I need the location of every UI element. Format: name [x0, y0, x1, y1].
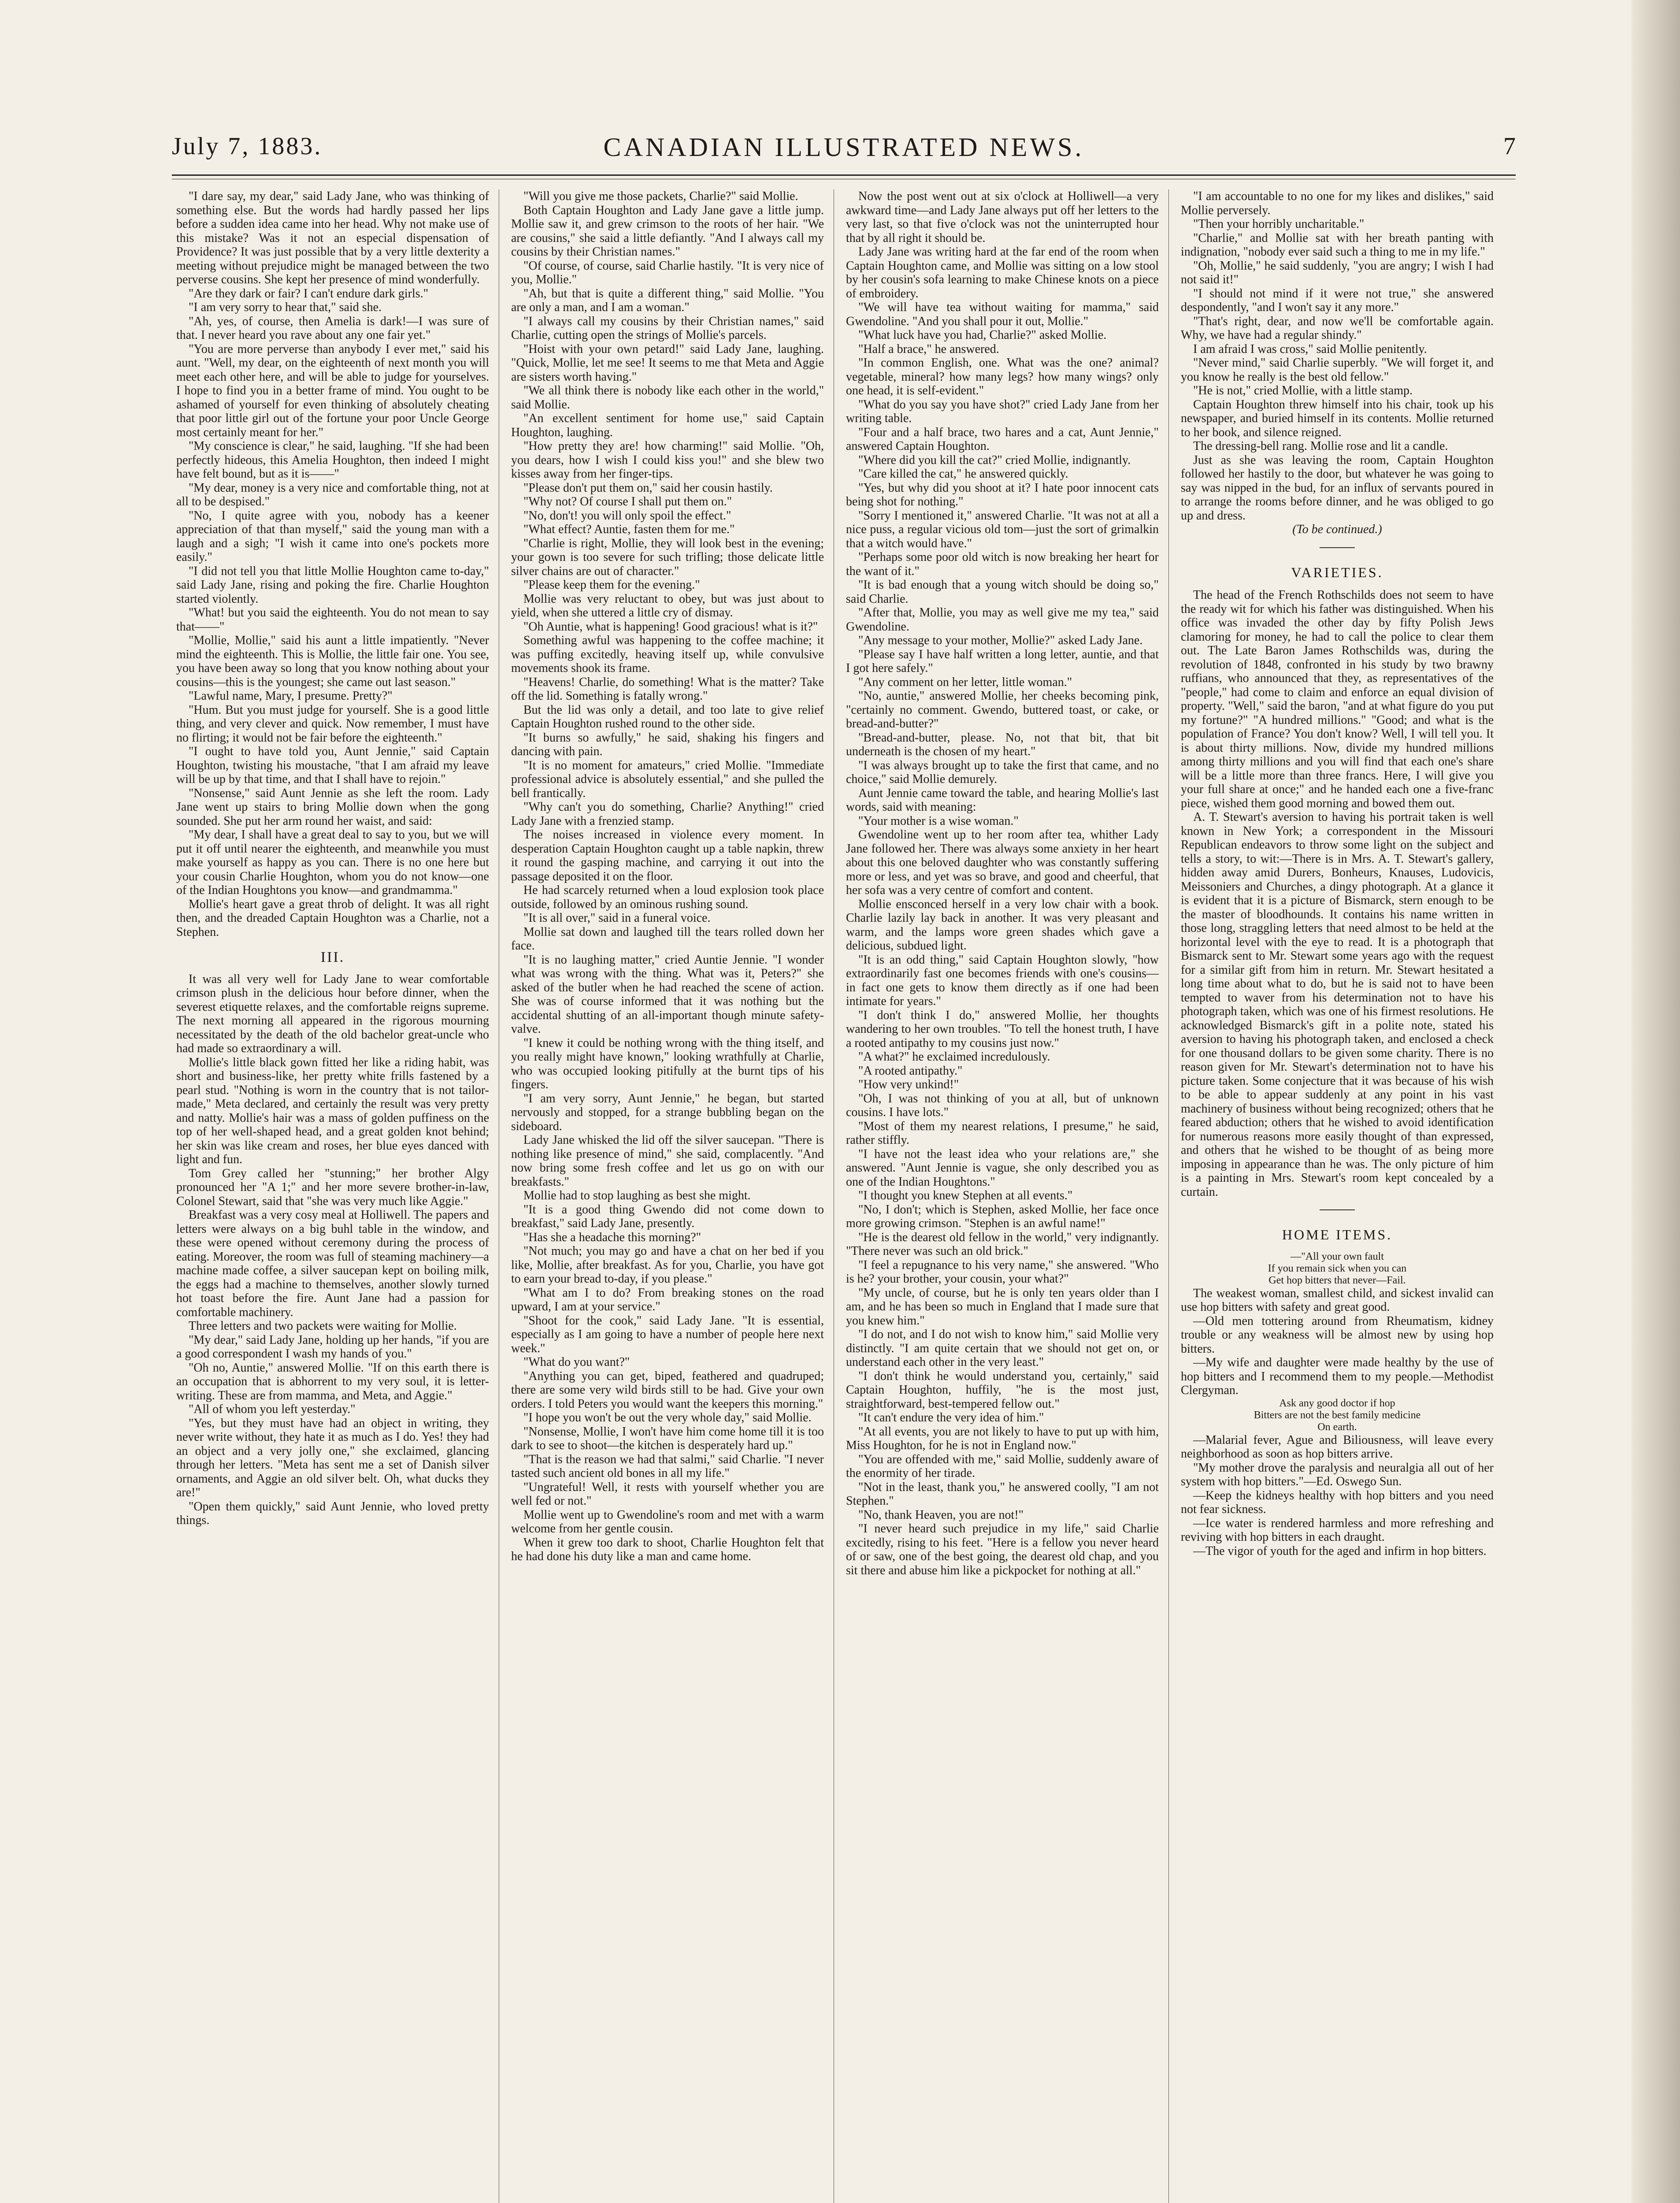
paragraph: He had scarcely returned when a loud explosion took place outside, followed by an ominous rushing sound.: [511, 883, 824, 911]
column-1: [176, 189, 489, 2203]
paragraph: "I don't think I do," answered Mollie, her thoughts wandering to her own troubles. "To tell the honest truth, I have a rooted antipathy to my cousins just now.": [846, 1008, 1159, 1050]
paragraph: "No, I quite agree with you, nobody has a keener appreciation of that than myself," said the young man with a laugh and a sigh; "I wish it came into one's pockets more easily.": [176, 508, 489, 564]
paragraph: "How very unkind!": [858, 1078, 959, 1091]
paragraph: "That is the reason we had that salmi," said Charlie. "I never tasted such ancient old bones in all my life.": [511, 1452, 824, 1480]
paragraph: Now the post went out at six o'clock at Holliwell—a very awkward time—and Lady Jane always put off her letters to the very last, so that five o'clock was not the uninterrupted hour that by all right it should be.: [846, 189, 1159, 245]
paragraph: When it grew too dark to shoot, Charlie Houghton felt that he had done his duty like a man and came home.: [511, 1535, 824, 1563]
paragraph: "It is no laughing matter," cried Auntie Jennie. "I wonder what was wrong with the thing. What was it, Peters?" she asked of the butler when he had reached the scene of action. She was of course informed that it was nothing but the accidental shutting of an all-important though minute safety-valve.: [511, 953, 824, 1036]
paragraph: Gwendoline went up to her room after tea, whither Lady Jane followed her. There was always some anxiety in her heart about this one beloved daughter who was constantly suffering more or less, and yet was so brave, and good and cheerful, that her sofa was a very centre of comfort and content.: [846, 828, 1159, 897]
paragraph: "Bread-and-butter, please. No, not that bit, that bit underneath is the chosen of my heart.": [846, 731, 1159, 758]
paragraph: Breakfast was a very cosy meal at Holliwell. The papers and letters were always on a big buhl table in the window, and these were opened without ceremony during the process of eating. Moreover, the room was full of steaming machinery—a machine made coffee, a silver saucepan kept on boiling milk, the eggs had a machine to themselves, another slowly turned hot toast before the fire. Aunt Jane had a passion for comfortable machinery.: [176, 1208, 489, 1319]
paragraph: "No, don't! you will only spoil the effect.": [523, 508, 731, 523]
paragraph: Tom Grey called her "stunning;" her brother Algy pronounced her "A 1;" and her more severe brother-in-law, Colonel Stewart, said that "she was very much like Aggie.": [176, 1166, 489, 1208]
verse-line: If you remain sick when you can: [1268, 1262, 1407, 1274]
paragraph: "What! but you said the eighteenth. You do not mean to say that——": [176, 606, 489, 634]
paragraph: "Yes, but they must have had an object in writing, they never write without, they hate it as much as I do. Yes! they had an object and a very jolly one," she exclaimed, glancing through her letters. "Meta has sent me a set of Danish silver ornaments, and Aggie an old silver belt. Oh, what ducks they are!": [176, 1416, 489, 1499]
paragraph: "What do you say you have shot?" cried Lady Jane from her writing table.: [846, 397, 1159, 425]
paragraph: "Please don't put them on," said her cousin hastily.: [523, 481, 773, 495]
paragraph: "Ah, but that is quite a different thing," said Mollie. "You are only a man, and I am a woman.": [511, 286, 824, 314]
paragraph: "A what?" he exclaimed incredulously.: [858, 1050, 1050, 1064]
paragraph: —The vigor of youth for the aged and infirm in hop bitters.: [1193, 1544, 1487, 1558]
verse-line: Ask any good doctor if hop: [1279, 1397, 1395, 1409]
paragraph: "Nonsense," said Aunt Jennie as she left the room. Lady Jane went up stairs to bring Mollie down when the gong sounded. She put her arm round her waist, and said:: [176, 786, 489, 828]
paragraph: "Charlie," and Mollie sat with her breath panting with indignation, "nobody ever said such a thing to me in my life.": [1181, 231, 1494, 259]
paragraph: The weakest woman, smallest child, and sickest invalid can use hop bitters with safety and great good.: [1181, 1286, 1494, 1314]
paragraph: "Any comment on her letter, little woman.": [858, 675, 1072, 689]
paragraph: "I never heard such prejudice in my life," said Charlie excitedly, rising to his feet. "Here is a fellow you never heard of or saw, one of the best going, the dearest old chap, and you sit there and abuse him like a pickpocket for nothing at all.": [846, 1522, 1159, 1577]
paragraph: "My dear, money is a very nice and comfortable thing, not at all to be despised.": [176, 481, 489, 508]
paragraph: "We will have tea without waiting for mamma," said Gwendoline. "And you shall pour it out, Mollie.": [846, 300, 1159, 328]
paragraph: "Please keep them for the evening.": [523, 578, 700, 592]
masthead: [172, 132, 1516, 167]
header-rule: [172, 174, 1516, 176]
paragraph: "Shoot for the cook," said Lady Jane. "It is essential, especially as I am going to have a number of people here next week.": [511, 1313, 824, 1355]
paragraph: "I have not the least idea who your relations are," she answered. "Aunt Jennie is vague, she only described you as one of the Indian Houghtons.": [846, 1147, 1159, 1189]
column-divider: [1168, 189, 1169, 2203]
paragraph: "I should not mind if it were not true," she answered despondently, "and I won't say it any more.": [1181, 286, 1494, 314]
paragraph: Lady Jane was writing hard at the far end of the room when Captain Houghton came, and Mollie was sitting on a low stool by her cousin's sofa learning to make Chinese knots on a piece of embroidery.: [846, 245, 1159, 300]
paragraph: "After that, Mollie, you may as well give me my tea," said Gwendoline.: [846, 606, 1159, 634]
paragraph: "Not much; you may go and have a chat on her bed if you like, Mollie, after breakfast. As for you, Charlie, you have got to earn your bread to-day, if you please.": [511, 1244, 824, 1286]
paragraph: "What effect? Auntie, fasten them for me.": [523, 523, 735, 536]
paragraph: "Not in the least, thank you," he answered coolly, "I am not Stephen.": [846, 1480, 1159, 1508]
paragraph: "Where did you kill the cat?" cried Mollie, indignantly.: [858, 453, 1131, 467]
paragraph: "Sorry I mentioned it," answered Charlie. "It was not at all a nice puss, a regular vicious old tom—just the sort of grimalkin that a witch would have.": [846, 508, 1159, 550]
paragraph: It was all very well for Lady Jane to wear comfortable crimson plush in the delicious hour before dinner, when the severest etiquette relaxes, and the comfortable reigns supreme. The next morning all appeared in the rigorous mourning necessitated by the death of the old bachelor great-uncle who had made so extraordinary a will.: [176, 972, 489, 1055]
paragraph: "Ah, yes, of course, then Amelia is dark!—I was sure of that. I never heard you rave about any one fair yet.": [176, 314, 489, 342]
paragraph: —Keep the kidneys healthy with hop bitters and you need not fear sickness.: [1181, 1488, 1494, 1516]
paragraph: "You are offended with me," said Mollie, suddenly aware of the enormity of her tirade.: [846, 1452, 1159, 1480]
paragraph: A. T. Stewart's aversion to having his portrait taken is well known in New York; a correspondent in the Missouri Republican endeavors to throw some light on the subject and tells a story, to wit:—There is in Mrs. A. T. Stewart's gallery, hidden away amid Durers, Bonheurs, Knauses, Ludovicis, Meissoniers and Churches, a dingy photograph. At a glance it is evident that it is a picture of Bismarck, stern enough to be the master of bloodhounds. It contains his name written in those long, straggling letters that need almost to be held at the horizontal level with the eye to read. It is a photograph that Bismarck sent to Mr. Stewart some years ago with the request for a similar gift from him in return. Mr. Stewart hesitated a long time about what to do, but he is said not to have been tempted to waver from his determination not to have his photograph taken, which was one of his firmest resolutions. He acknowledged Bismarck's gift in a polite note, stated his aversion to having his photograph taken, and enclosed a check for one thousand dollars to be given some charity. There is no reason given for Mr. Stewart's determination not to have his picture taken. Some conjecture that it was because of his wish to be able to appear suddenly at any point in his vast machinery of business without being recognized; others that he feared abduction; others that he wished to avoid identification for numerous reasons more easily thought of than expressed, and others that he wished to be thought of as being more imposing in appearance than he was. The only picture of him is a painting in Mrs. Stewart's room kept concealed by a curtain.: [1181, 810, 1494, 1199]
paragraph: "I always call my cousins by their Christian names," said Charlie, cutting open the strings of Mollie's parcels.: [511, 314, 824, 342]
paragraph: The head of the French Rothschilds does not seem to have the ready wit for which his father was distinguished. When his office was invaded the other day by fifty Polish Jews clamoring for money, he had to call the police to clear them out. The Late Baron James Rothschilds was, during the revolution of 1848, confronted in his study by two brawny ruffians, who announced that they, as representatives of the "people," had come to claim and enforce an equal division of property. "Well," said the baron, "and at what figure do you put my fortune?" "A hundred millions." "Good; and what is the population of France? You don't know? Well, I will tell you. It is about thirty millions. Now, divide my hundred millions among thirty millions and you will find that each one's share will be a little more than three francs. Here, I will give you your full share at once;" and he handed each one a five-franc piece, wished them good morning and bowed them out.: [1181, 588, 1494, 810]
paragraph: "Ungrateful! Well, it rests with yourself whether you are well fed or not.": [511, 1480, 824, 1508]
paragraph: Mollie ensconced herself in a very low chair with a book. Charlie lazily lay back in another. It was very pleasant and warm, and the lamps wore green shades which gave a delicious, subdued light.: [846, 897, 1159, 953]
paragraph: "An excellent sentiment for home use," said Captain Houghton, laughing.: [511, 412, 824, 439]
paragraph: "What am I to do? From breaking stones on the road upward, I am at your service.": [511, 1286, 824, 1313]
divider: [1320, 547, 1355, 548]
paragraph: Aunt Jennie came toward the table, and hearing Mollie's last words, said with meaning:: [846, 786, 1159, 814]
paragraph: "Of course, of course, said Charlie hastily. "It is very nice of you, Mollie.": [511, 259, 824, 286]
paragraph: "Oh, Mollie," he said suddenly, "you are angry; I wish I had not said it!": [1181, 259, 1494, 286]
paragraph: "Why can't you do something, Charlie? Anything!" cried Lady Jane with a frenzied stamp.: [511, 800, 824, 828]
paragraph: "No, I don't; which is Stephen, asked Mollie, her face once more growing crimson. "Stephen is an awful name!": [846, 1202, 1159, 1230]
paragraph: —My wife and daughter were made healthy by the use of hop bitters and I recommend them to my people.—Methodist Clergyman.: [1181, 1356, 1494, 1397]
paragraph: "Four and a half brace, two hares and a cat, Aunt Jennie," answered Captain Houghton.: [846, 425, 1159, 453]
paragraph: "I do not, and I do not wish to know him," said Mollie very distinctly. "I am quite certain that we should not get on, or understand each other in the very least.": [846, 1328, 1159, 1369]
paragraph: "You are more perverse than anybody I ever met," said his aunt. "Well, my dear, on the eighteenth of next month you will meet each other here, and will be able to judge for yourselves. I hope to find you in a better frame of mind. You ought to be ashamed of yourself for even thinking of absolutely cheating that poor little girl out of the fortune your poor Uncle George most certainly meant for her.": [176, 342, 489, 439]
paragraph: "Why not? Of course I shall put them on.": [523, 495, 732, 508]
paragraph: "Are they dark or fair? I can't endure dark girls.": [189, 286, 429, 300]
paragraph: Lady Jane whisked the lid off the silver saucepan. "There is nothing like presence of mind," she said, complacently. "And now bring some fresh coffee and let us go on with our breakfasts.": [511, 1133, 824, 1189]
paragraph: The noises increased in violence every moment. In desperation Captain Houghton caught up a table napkin, threw it round the gasping machine, and carrying it out into the passage deposited it on the floor.: [511, 828, 824, 883]
paragraph: "I am accountable to no one for my likes and dislikes," said Mollie perversely.: [1181, 189, 1494, 217]
issue-date: July 7, 1883.: [172, 133, 323, 160]
paragraph: "He is the dearest old fellow in the world," very indignantly. "There never was such an old brick.": [846, 1230, 1159, 1258]
paragraph: "Never mind," said Charlie superbly. "We will forget it, and you know he really is the best old fellow.": [1181, 356, 1494, 384]
column-2: [511, 189, 824, 2203]
paragraph: "I knew it could be nothing wrong with the thing itself, and you really might have known," looking wrathfully at Charlie, who was occupied looking pitifully at the burnt tips of his fingers.: [511, 1036, 824, 1091]
paragraph: "Open them quickly," said Aunt Jennie, who loved pretty things.: [176, 1499, 489, 1527]
paragraph: "Any message to your mother, Mollie?" asked Lady Jane.: [858, 634, 1143, 647]
paragraph: "At all events, you are not likely to have to put up with him, Miss Houghton, for he is not in England now.": [846, 1424, 1159, 1452]
paragraph: "I dare say, my dear," said Lady Jane, who was thinking of something else. But the words had hardly passed her lips before a sudden idea came into her head. Why not make use of this mistake? Was it not an especial dispensation of Providence? It was just possible that by a very little dexterity a meeting without prejudice might be managed between the two perverse cousins. She kept her presence of mind wonderfully.: [176, 189, 489, 286]
paragraph: Captain Houghton threw himself into his chair, took up his newspaper, and buried himself in its contents. Mollie returned to her book, and silence reigned.: [1181, 397, 1494, 439]
paragraph: But the lid was only a detail, and too late to give relief Captain Houghton rushed round to the other side.: [511, 703, 824, 731]
varieties-heading: VARIETIES.: [1291, 564, 1383, 580]
paragraph: "My dear," said Lady Jane, holding up her hands, "if you are a good correspondent I wash my hands of you.": [176, 1333, 489, 1361]
paragraph: "A rooted antipathy.": [858, 1064, 963, 1078]
paragraph: "He is not," cried Mollie, with a little stamp.: [1193, 384, 1413, 397]
verse-line: Get hop bitters that never—Fail.: [1268, 1274, 1406, 1286]
paragraph: "No, thank Heaven, you are not!": [858, 1508, 1024, 1522]
paragraph: "What do you want?": [523, 1355, 630, 1369]
paragraph: "Oh no, Auntie," answered Mollie. "If on this earth there is an occupation that is abhorrent to my very soul, it is letter-writing. These are from mamma, and Meta, and Aggie.": [176, 1361, 489, 1402]
paragraph: "My mother drove the paralysis and neuralgia all out of her system with hop bitters."—Ed. Oswego Sun.: [1181, 1461, 1494, 1488]
paragraph: Both Captain Houghton and Lady Jane gave a little jump. Mollie saw it, and grew crimson to the roots of her hair. "We are cousins," she said a little defiantly. "And I always call my cousins by their Christian names.": [511, 203, 824, 259]
paragraph: "I don't think he would understand you, certainly," said Captain Houghton, huffily, "he is the most just, straightforward, best-tempered fellow out.": [846, 1369, 1159, 1411]
paragraph: Mollie went up to Gwendoline's room and met with a warm welcome from her gentle cousin.: [511, 1508, 824, 1535]
home-items-heading: HOME ITEMS.: [1282, 1227, 1393, 1242]
paragraph: "In common English, one. What was the one? animal? vegetable, mineral? how many legs? how many wings? only one head, it is self-evident.": [846, 356, 1159, 397]
chapter-number: III.: [320, 949, 345, 965]
paragraph: "Anything you can get, biped, feathered and quadruped; there are some very wild birds still to be had. Give your own orders. I told Peters you would want the keepers this morning.": [511, 1369, 824, 1411]
paragraph: "I was always brought up to take the first that came, and no choice," said Mollie demurely.: [846, 758, 1159, 786]
paragraph: "Lawful name, Mary, I presume. Pretty?": [189, 689, 393, 703]
paragraph: "Then your horribly uncharitable.": [1193, 217, 1365, 231]
column-3: [846, 189, 1159, 2203]
paragraph: "Most of them my nearest relations, I presume," he said, rather stiffly.: [846, 1119, 1159, 1147]
paragraph: "I ought to have told you, Aunt Jennie," said Captain Houghton, twisting his moustache, "that I am afraid my leave will be up by that time, and that I shall have to rejoin.": [176, 745, 489, 786]
paragraph: "It can't endure the very idea of him.": [858, 1411, 1044, 1424]
paragraph: Three letters and two packets were waiting for Mollie.: [189, 1319, 457, 1333]
paragraph: "All of whom you left yesterday.": [189, 1402, 356, 1416]
paragraph: —Ice water is rendered harmless and more refreshing and reviving with hop bitters in each draught.: [1181, 1516, 1494, 1544]
paragraph: "Care killed the cat," he answered quickly.: [858, 467, 1068, 481]
paragraph: Mollie's little black gown fitted her like a riding habit, was short and business-like, her pretty white frills fastened by a pearl stud. "Nothing is worn in the country that is not tailor-made," Meta declared, and certainly the result was very pretty and natty. Mollie's hair was a mass of golden puffiness on the top of her well-shaped head, and a great golden knot behind; her skin was like cream and roses, her blue eyes danced with light and fun.: [176, 1055, 489, 1166]
paragraph: "Your mother is a wise woman.": [858, 814, 1019, 828]
paragraph: Mollie was very reluctant to obey, but was just about to yield, when she uttered a little cry of dismay.: [511, 592, 824, 619]
paragraph: —Old men tottering around from Rheumatism, kidney trouble or any weakness will be almost new by using hop bitters.: [1181, 1314, 1494, 1356]
page-number: 7: [1503, 133, 1516, 160]
paragraph: "What luck have you had, Charlie?" asked Mollie.: [858, 328, 1107, 342]
verse-line: Bitters are not the best family medicine: [1254, 1409, 1421, 1421]
paragraph: "I am very sorry to hear that," said she.: [189, 300, 382, 314]
paragraph: "Hoist with your own petard!" said Lady Jane, laughing. "Quick, Mollie, let me see! It seems to me that Meta and Aggie are sisters worth having.": [511, 342, 824, 384]
paragraph: "Will you give me those packets, Charlie?" said Mollie.: [523, 189, 798, 203]
paragraph: "I feel a repugnance to his very name," she answered. "Who is he? your brother, your cousin, your what?": [846, 1258, 1159, 1286]
paragraph: "Nonsense, Mollie, I won't have him come home till it is too dark to see to shoot—the kitchen is desperately hard up.": [511, 1424, 824, 1452]
paragraph: "It is a good thing Gwendo did not come down to breakfast," said Lady Jane, presently.: [511, 1202, 824, 1230]
paragraph: "I did not tell you that little Mollie Houghton came to-day," said Lady Jane, rising and poking the fire. Charlie Houghton started violently.: [176, 564, 489, 606]
paragraph: "Oh Auntie, what is happening! Good gracious! what is it?": [523, 619, 818, 634]
to-be-continued: (To be continued.): [1292, 523, 1382, 536]
paragraph: "Mollie, Mollie," said his aunt a little impatiently. "Never mind the eighteenth. This is Mollie, the little fair one. You see, you have been away so long that you know nothing about your cousins—this is the youngest; she came out last season.": [176, 634, 489, 689]
paragraph: "Hum. But you must judge for yourself. She is a good little thing, and very clever and quick. Now remember, I must have no flirting; it would not be fair before the eighteenth.": [176, 703, 489, 745]
paragraph: "Perhaps some poor old witch is now breaking her heart for the want of it.": [846, 550, 1159, 578]
paragraph: "Heavens! Charlie, do something! What is the matter? Take off the lid. Something is fatally wrong.": [511, 675, 824, 703]
paragraph: "Please say I have half written a long letter, auntie, and that I got here safely.": [846, 647, 1159, 675]
column-4: [1181, 189, 1494, 2203]
paragraph: "I thought you knew Stephen at all events.": [858, 1189, 1073, 1202]
paragraph: "It is an odd thing," said Captain Houghton slowly, "how extraordinarily fast one becomes friends with one's cousins—in fact one gets to know them directly as if one had been intimate for years.": [846, 953, 1159, 1008]
paragraph: "It burns so awfully," he said, shaking his fingers and dancing with pain.: [511, 731, 824, 758]
paragraph: "No, auntie," answered Mollie, her cheeks becoming pink, "certainly no comment. Gwendo, buttered toast, or cake, or bread-and-butter?": [846, 689, 1159, 731]
newspaper-title: CANADIAN ILLUSTRATED NEWS.: [603, 133, 1084, 162]
paragraph: "My dear, I shall have a great deal to say to you, but we will put it off until nearer the eighteenth, and meanwhile you must make yourself as happy as you can. There is no one here but your cousin Charlie Houghton, whom you do not know—one of the Indian Houghtons you know—and grandmamma.": [176, 828, 489, 897]
paragraph: "We all think there is nobody like each other in the world," said Mollie.: [511, 384, 824, 412]
divider: [1320, 1209, 1355, 1210]
paragraph: "Yes, but why did you shoot at it? I hate poor innocent cats being shot for nothing.": [846, 481, 1159, 508]
paragraph: Something awful was happening to the coffee machine; it was puffing excitedly, heaving itself up, while convulsive movements shook its frame.: [511, 634, 824, 675]
paragraph: "It is bad enough that a young witch should be doing so," said Charlie.: [846, 578, 1159, 606]
paragraph: "Has she a headache this morning?": [523, 1230, 701, 1244]
paragraph: "Half a brace," he answered.: [858, 342, 999, 356]
verse-line: On earth.: [1317, 1421, 1357, 1433]
paragraph: "Oh, I was not thinking of you at all, but of unknown cousins. I have lots.": [846, 1091, 1159, 1119]
paragraph: "I hope you won't be out the very whole day," said Mollie.: [523, 1411, 812, 1424]
paragraph: "I am very sorry, Aunt Jennie," he began, but started nervously and stopped, for a strange bubbling began on the sideboard.: [511, 1091, 824, 1133]
paragraph: "That's right, dear, and now we'll be comfortable again. Why, we have had a regular shindy.": [1181, 314, 1494, 342]
paragraph: Mollie's heart gave a great throb of delight. It was all right then, and the dreaded Captain Houghton was a Charlie, not a Stephen.: [176, 897, 489, 939]
paragraph: "How pretty they are! how charming!" said Mollie. "Oh, you dears, how I wish I could kiss you!" and she blew two kisses away from her finger-tips.: [511, 439, 824, 481]
paragraph: "Charlie is right, Mollie, they will look best in the evening; your gown is too severe for such trifling; those delicate little silver chains are out of character.": [511, 536, 824, 578]
paragraph: —Malarial fever, Ague and Biliousness, will leave every neighborhood as soon as hop bitters arrive.: [1181, 1433, 1494, 1461]
paragraph: "It is all over," said in a funeral voice.: [523, 911, 711, 925]
paragraph: I am afraid I was cross," said Mollie penitently.: [1193, 342, 1427, 356]
paragraph: Mollie sat down and laughed till the tears rolled down her face.: [511, 925, 824, 953]
paragraph: The dressing-bell rang. Mollie rose and lit a candle.: [1193, 439, 1448, 453]
paragraph: "It is no moment for amateurs," cried Mollie. "Immediate professional advice is absolutely essential," and she pulled the bell frantically.: [511, 758, 824, 800]
verse-line: —"All your own fault: [1291, 1250, 1384, 1262]
paragraph: Just as she was leaving the room, Captain Houghton followed her hastily to the door, but whatever he was going to say was nipped in the bud, for an influx of servants poured in to arrange the rooms before dinner, and he was obliged to go up and dress.: [1181, 453, 1494, 523]
paragraph: "My uncle, of course, but he is only ten years older than I am, and he has been so much in England that I made sure that you knew him.": [846, 1286, 1159, 1328]
paragraph: "My conscience is clear," he said, laughing. "If she had been perfectly hideous, this Amelia Houghton, then indeed I might have felt bound, but as it is——": [176, 439, 489, 481]
paragraph: Mollie had to stop laughing as best she might.: [523, 1189, 751, 1202]
page-edge-shadow: [1632, 0, 1680, 2203]
